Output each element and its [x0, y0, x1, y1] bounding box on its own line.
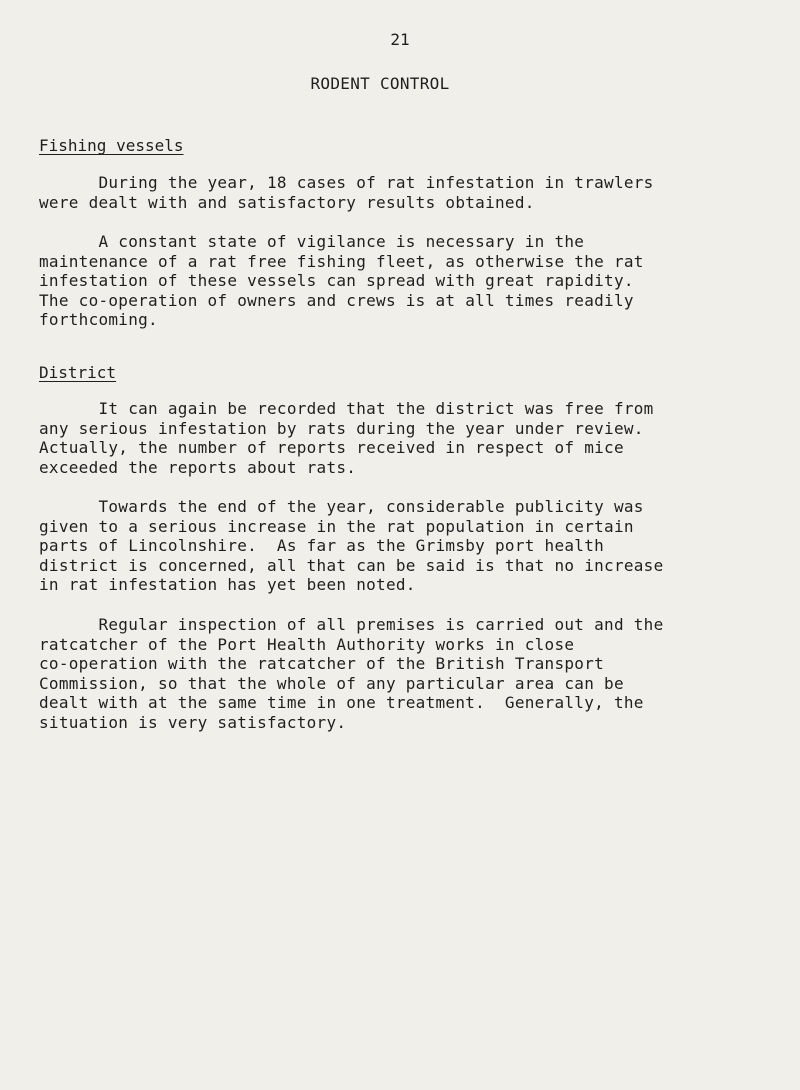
page-title: RODENT CONTROL	[310, 74, 450, 93]
paragraph-trawler-cases: During the year, 18 cases of rat infestation in trawlers were dealt with and satisfactory results obtained.	[39, 173, 654, 212]
page-number: 21	[390, 30, 410, 49]
section-heading-district: District	[39, 363, 117, 382]
paragraph-vigilance: A constant state of vigilance is necessary in the maintenance of a rat free fishing fleet, as otherwise the rat infestation of these vessels can spread with great rapidity. The co-operation of owners and crews is at all times readily forthcoming.	[39, 232, 644, 330]
section-heading-fishing-vessels: Fishing vessels	[39, 136, 184, 155]
paragraph-inspection: Regular inspection of all premises is carried out and the ratcatcher of the Port Health Authority works in close co-operation with the ratcatcher of the British Transport Commission, so that the whole of any particular area can be dealt with at the same time in one treatment. Generally, the situation is very satisfactory.	[39, 615, 664, 732]
paragraph-publicity: Towards the end of the year, considerable publicity was given to a serious increase in the rat population in certain parts of Lincolnshire. As far as the Grimsby port health district is concerned, all that can be said is that no increase in rat infestation has yet been noted.	[39, 497, 664, 595]
paragraph-district-free: It can again be recorded that the district was free from any serious infestation by rats during the year under review. Actually, the number of reports received in respect of mice exceeded the reports about rats.	[39, 399, 654, 477]
